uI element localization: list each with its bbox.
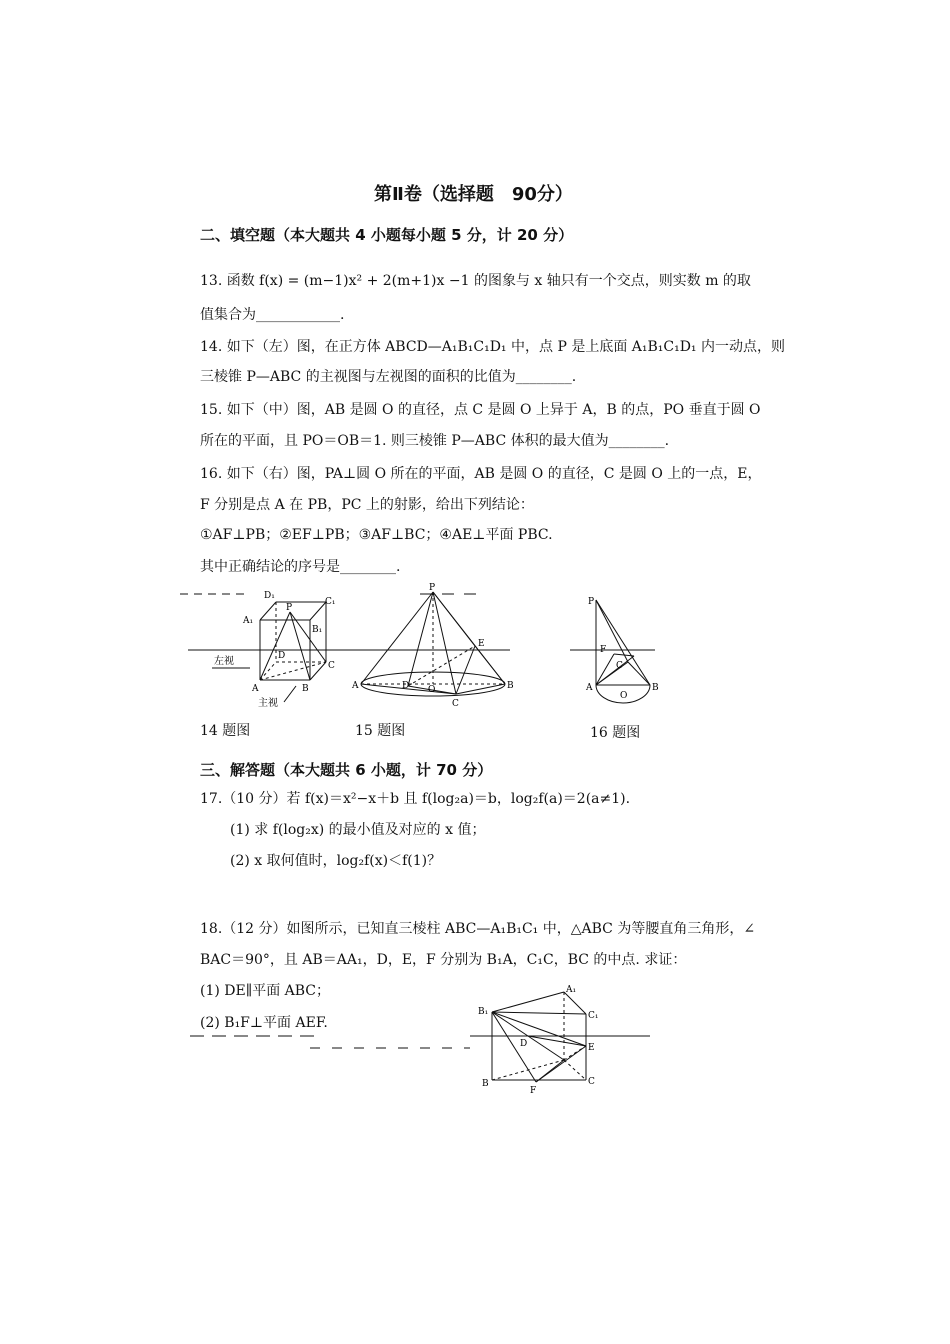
fig14-label-A: A [252, 684, 259, 694]
fig16-label-P: P [588, 597, 595, 607]
fig14-label-D1: D₁ [264, 591, 275, 601]
fig18-label-B: B [482, 1079, 489, 1089]
fig14-label-P: P [286, 603, 293, 613]
q18-line-3: (1) DE∥平面 ABC； [200, 983, 331, 999]
fig16-label-C: C [616, 661, 623, 671]
page-title: 第Ⅱ卷（选择题 90分） [374, 184, 573, 205]
fig18-prism [180, 980, 660, 1100]
fig15-label-D: D [402, 681, 410, 691]
fig16-label-O: O [620, 691, 628, 701]
q18-line-2: BAC＝90°，且 AB＝AA₁，D，E，F 分别为 B₁A，C₁C，BC 的中点. 求证： [200, 952, 687, 968]
q17-line-1: 17.（10 分）若 f(x)＝x²−x＋b 且 f(log₂a)＝b，log₂f(a)＝2(a≠1). [200, 791, 631, 807]
fig15-label-P: P [429, 583, 436, 593]
q18-line-4: (2) B₁F⊥平面 AEF. [200, 1015, 328, 1031]
q13-line-1: 13. 函数 f(x) = (m−1)x² + 2(m+1)x −1 的图象与 x 轴只有一个交点，则实数 m 的取 [200, 273, 751, 289]
fig18-label-F: F [530, 1086, 537, 1096]
fig15-caption: 15 题图 [355, 723, 406, 739]
fig16-caption: 16 题图 [590, 725, 641, 741]
fig14-label-C: C [328, 661, 335, 671]
section-solve-heading: 三、解答题（本大题共 6 小题，计 70 分） [200, 761, 493, 779]
q16-line-2: F 分别是点 A 在 PB，PC 上的射影，给出下列结论： [200, 497, 534, 513]
fig14-label-C1: C₁ [325, 597, 336, 607]
q18-line-1: 18.（12 分）如图所示，已知直三棱柱 ABC—A₁B₁C₁ 中，△ABC 为等腰直角三角形，∠ [200, 921, 756, 937]
fig18-label-C: C [588, 1077, 595, 1087]
fig14-main-view-label: 主视 [258, 698, 278, 709]
fig18-label-B1: B₁ [478, 1007, 489, 1017]
fig15-label-E: E [478, 639, 485, 649]
section-fill-in-heading: 二、填空题（本大题共 4 小题每小题 5 分，计 20 分） [200, 226, 574, 244]
q16-line-3: ①AF⊥PB；②EF⊥PB；③AF⊥BC；④AE⊥平面 PBC. [200, 527, 553, 543]
q16-line-4: 其中正确结论的序号是________. [200, 559, 401, 575]
q17-line-2: (1) 求 f(log₂x) 的最小值及对应的 x 值； [230, 822, 486, 838]
fig15-label-B: B [507, 681, 514, 691]
fig14-label-B1: B₁ [312, 625, 323, 635]
fig18-label-E: E [588, 1043, 595, 1053]
fig18-label-A1: A₁ [566, 985, 577, 995]
q15-line-2: 所在的平面，且 PO＝OB＝1. 则三棱锥 P—ABC 体积的最大值为________. [200, 433, 670, 449]
fig16-label-A: A [586, 683, 593, 693]
fig14-label-D: D [278, 651, 286, 661]
figures-row [180, 580, 740, 710]
q17-line-3: (2) x 取何值时，log₂f(x)＜f(1)？ [230, 853, 442, 869]
fig18-label-C1: C₁ [588, 1011, 599, 1021]
fig18-label-D: D [520, 1039, 528, 1049]
fig14-cube [212, 602, 326, 702]
fig16-label-B: B [652, 683, 659, 693]
fig14-left-view-label: 左视 [214, 656, 234, 667]
q15-line-1: 15. 如下（中）图，AB 是圆 O 的直径，点 C 是圆 O 上异于 A，B 的点，PO 垂直于圆 O [200, 402, 761, 418]
q16-line-1: 16. 如下（右）图，PA⊥圆 O 所在的平面，AB 是圆 O 的直径，C 是圆 O 上的一点，E， [200, 466, 762, 482]
fig14-label-B: B [302, 684, 309, 694]
fig15-label-O: O [428, 685, 436, 695]
q14-line-1: 14. 如下（左）图，在正方体 ABCD—A₁B₁C₁D₁ 中，点 P 是上底面 A₁B₁C₁D₁ 内一动点，则 [200, 339, 785, 355]
fig15-label-A: A [352, 681, 359, 691]
q13-line-2: 值集合为____________. [200, 307, 345, 323]
q14-line-2: 三棱锥 P—ABC 的主视图与左视图的面积的比值为________. [200, 369, 577, 385]
fig14-caption: 14 题图 [200, 723, 251, 739]
fig16-label-F: F [600, 645, 607, 655]
fig14-label-A1: A₁ [243, 616, 254, 626]
fig15-label-C: C [452, 699, 459, 709]
